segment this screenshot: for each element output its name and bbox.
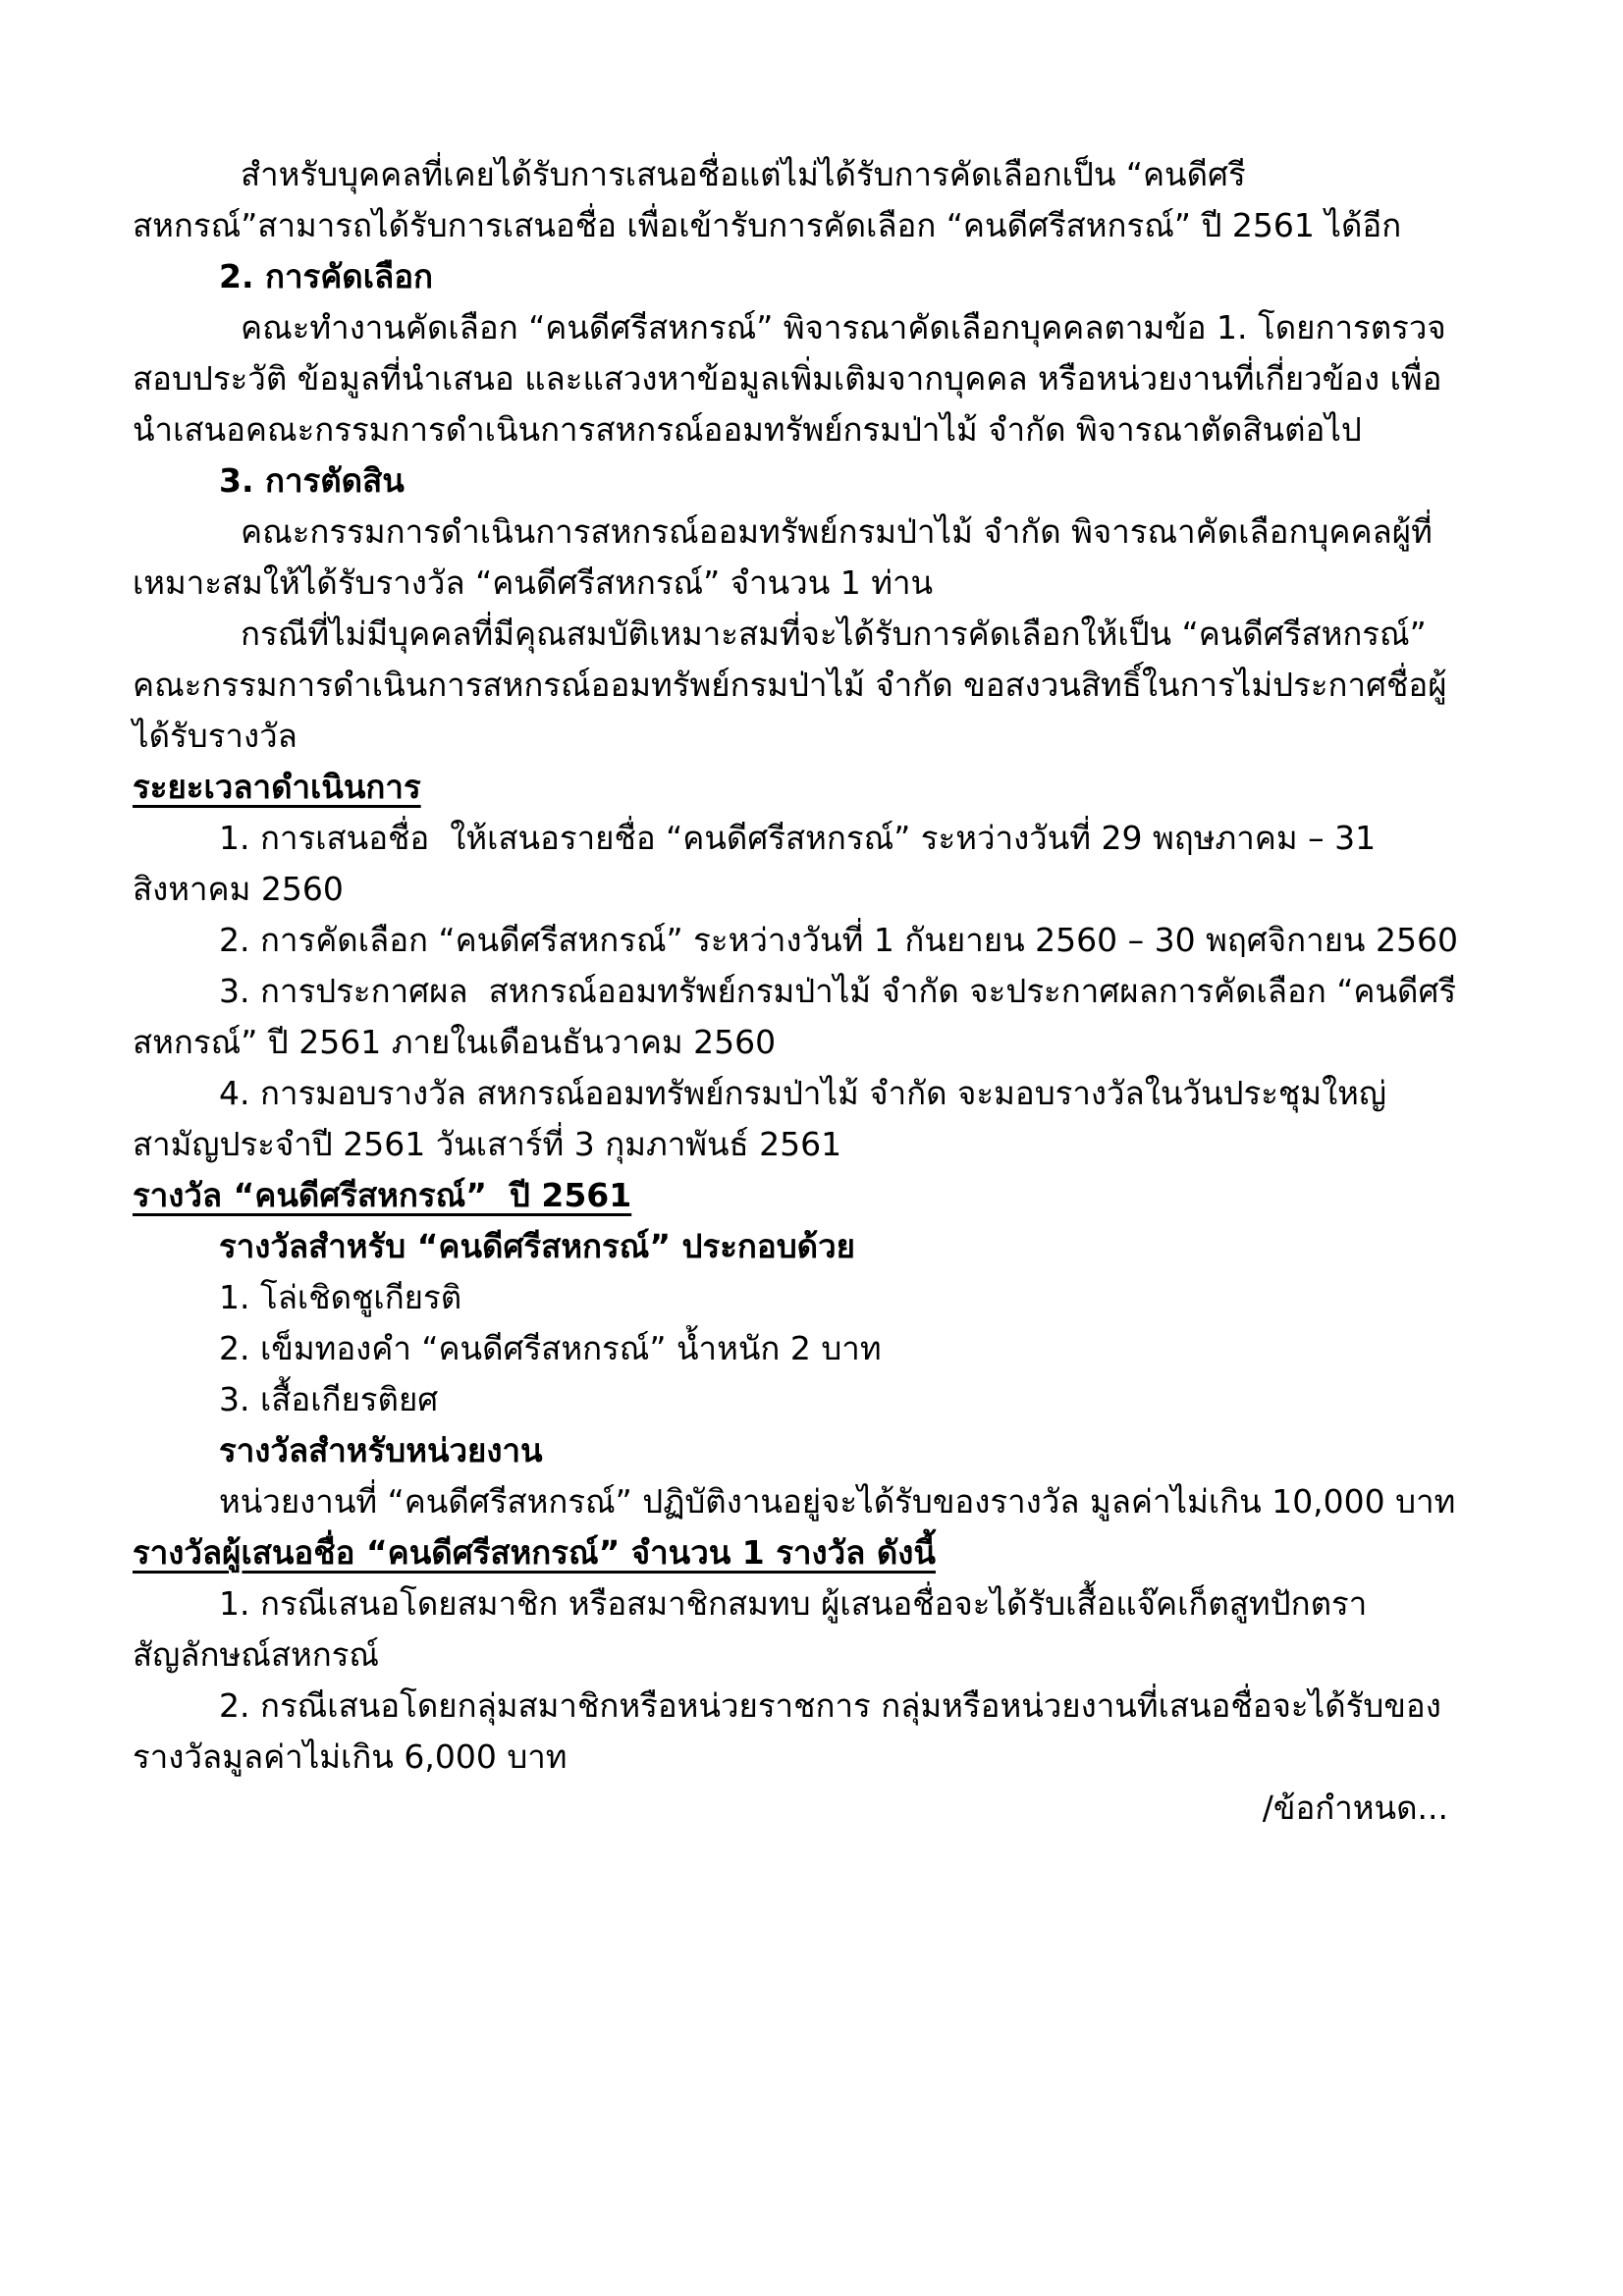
award-item-honor-shirt: 3. เสื้อเกียรติยศ [219,1380,439,1418]
page-continuation-note: /ข้อกำหนด... [1262,1789,1448,1827]
heading-nominator-award: รางวัลผู้เสนอชื่อ “คนดีศรีสหกรณ์” จำนวน 1 รางวัล ดังนี้ [133,1533,936,1572]
paragraph-renomination: สำหรับบุคคลที่เคยได้รับการเสนอชื่อแต่ไม่ได้รับการคัดเลือกเป็น “คนดีศรีสหกรณ์”สามารถได้รับการเสนอชื่อ เพื่อเข้ารับการคัดเลือก “คนดีศรีสหกรณ์” ปี 2561 ได้อีก [133,155,1402,244]
heading-timeline: ระยะเวลาดำเนินการ [133,768,421,806]
heading-award-2561: รางวัล “คนดีศรีสหกรณ์” ปี 2561 [133,1176,632,1214]
timeline-item-selection: 2. การคัดเลือก “คนดีศรีสหกรณ์” ระหว่างวันที่ 1 กันยายน 2560 – 30 พฤศจิกายน 2560 [219,921,1458,959]
nominator-item-group: 2. กรณีเสนอโดยกลุ่มสมาชิกหรือหน่วยราชการ กลุ่มหรือหน่วยงานที่เสนอชื่อจะได้รับของรางวัลมูลค่าไม่เกิน 6,000 บาท [133,1686,1441,1776]
nominator-item-member: 1. กรณีเสนอโดยสมาชิก หรือสมาชิกสมทบ ผู้เสนอชื่อจะได้รับเสื้อแจ๊คเก็ตสูทปักตราสัญลักษณ์สหกรณ์ [133,1584,1368,1674]
paragraph-selection-process: คณะทำงานคัดเลือก “คนดีศรีสหกรณ์” พิจารณาคัดเลือกบุคคลตามข้อ 1. โดยการตรวจสอบประวัติ ข้อมูลที่นำเสนอ และแสวงหาข้อมูลเพิ่มเติมจากบุคคล หรือหน่วยงานที่เกี่ยวข้อง เพื่อนำเสนอคณะกรรมการดำเนินการสหกรณ์ออมทรัพย์กรมป่าไม้ จำกัด พิจารณาตัดสินต่อไป [133,308,1446,449]
award-item-trophy: 1. โล่เชิดชูเกียรติ [219,1278,462,1316]
heading-judging: 3. การตัดสิน [219,461,405,500]
award-unit-detail: หน่วยงานที่ “คนดีศรีสหกรณ์” ปฏิบัติงานอยู่จะได้รับของรางวัล มูลค่าไม่เกิน 10,000 บาท [219,1482,1456,1521]
timeline-item-nomination: 1. การเสนอชื่อ ให้เสนอรายชื่อ “คนดีศรีสหกรณ์” ระหว่างวันที่ 29 พฤษภาคม – 31 สิงหาคม 2560 [133,819,1386,908]
subheading-award-for-unit: รางวัลสำหรับหน่วยงาน [219,1431,543,1469]
paragraph-judging-reserve: กรณีที่ไม่มีบุคคลที่มีคุณสมบัติเหมาะสมที่จะได้รับการคัดเลือกให้เป็น “คนดีศรีสหกรณ์” คณะกรรมการดำเนินการสหกรณ์ออมทรัพย์กรมป่าไม้ จำกัด ขอสงวนสิทธิ์ในการไม่ประกาศชื่อผู้ได้รับรางวัล [133,614,1447,755]
award-item-gold-pin: 2. เข็มทองคำ “คนดีศรีสหกรณ์” น้ำหนัก 2 บาท [219,1329,882,1367]
timeline-item-award-ceremony: 4. การมอบรางวัล สหกรณ์ออมทรัพย์กรมป่าไม้ จำกัด จะมอบรางวัลในวันประชุมใหญ่สามัญประจำปี 2561 วันเสาร์ที่ 3 กุมภาพันธ์ 2561 [133,1074,1387,1163]
paragraph-judging-committee: คณะกรรมการดำเนินการสหกรณ์ออมทรัพย์กรมป่าไม้ จำกัด พิจารณาคัดเลือกบุคคลผู้ที่เหมาะสมให้ได้รับรางวัล “คนดีศรีสหกรณ์” จำนวน 1 ท่าน [133,512,1433,602]
subheading-award-for-person: รางวัลสำหรับ “คนดีศรีสหกรณ์” ประกอบด้วย [219,1227,855,1265]
timeline-item-announcement: 3. การประกาศผล สหกรณ์ออมทรัพย์กรมป่าไม้ จำกัด จะประกาศผลการคัดเลือก “คนดีศรีสหกรณ์” ปี 2561 ภายในเดือนธันวาคม 2560 [133,972,1457,1061]
heading-selection: 2. การคัดเลือก [219,257,434,295]
